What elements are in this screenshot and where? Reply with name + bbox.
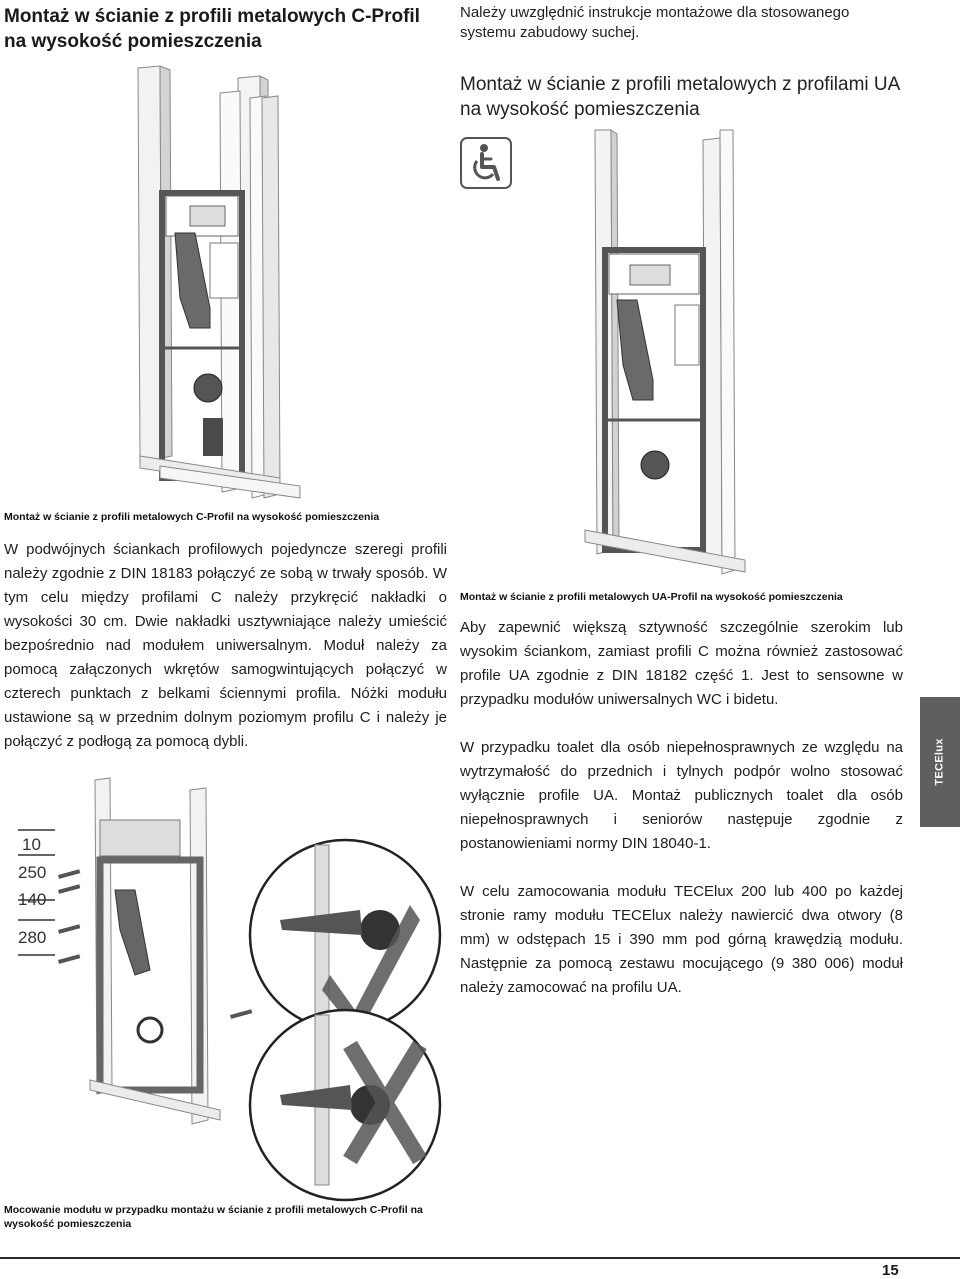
page-number: 15	[882, 1262, 899, 1279]
dimension-label-280: 280	[18, 928, 47, 947]
paragraph-stiffness: Aby zapewnić większą sztywność szczególnie szerokim lub wysokim ściankom, zamiast profili C można również zastosować profile UA zgodnie z DIN 18182 część 1. Jest to sensowne w przypadku modułów uniwersalnych WC i bidetu.	[460, 619, 903, 708]
figure-ua-profil-installation	[575, 130, 755, 580]
figure-caption-module-mounting: Mocowanie modułu w przypadku montażu w ścianie z profili metalowych C-Profil na wysokość pomieszczenia	[4, 1204, 423, 1230]
figure-module-mounting	[10, 760, 445, 1190]
section-title-ua: Montaż w ścianie z profili metalowych z profilami UA na wysokość pomieszczenia	[460, 74, 900, 120]
dimension-label-10: 10	[22, 835, 41, 854]
side-tab	[920, 697, 960, 827]
paragraph-tecelux-mounting: W celu zamocowania modułu TECElux 200 lub 400 po każdej stronie ramy modułu TECElux należy nawiercić dwa otwory (8 mm) w odstępach 15 i 390 mm pod górną krawędzią modułu. Następnie za pomocą zestawu mocującego (9 380 006) moduł należy zamocować na profilu UA.	[460, 883, 903, 996]
dimension-label-250: 250	[18, 863, 47, 882]
body-text-c-profil: W podwójnych ściankach profilowych pojedyncze szeregi profili należy zgodnie z DIN 18183 połączyć ze sobą w trwały sposób. W tym celu między profilami C należy przykręcić nakładki o wysokości 30 cm. Dwie nakładki usztywniające należy umieścić bezpośrednio nad modułem uniwersalnym. Moduł należy za pomocą załączonych wkrętów samogwintujących połączyć w czterech punktach z belkami ściennymi profila. Nóżki modułu ustawione są w przednim dolnym poziomym profilu C i należy je połączyć z podłogą za pomocą dybli.	[4, 541, 447, 750]
side-tab-label: TECElux	[934, 738, 946, 786]
wheelchair-icon	[460, 137, 512, 189]
page-title: Montaż w ścianie z profili metalowych C-Profil na wysokość pomieszczenia	[4, 6, 420, 52]
footer-rule	[0, 1257, 960, 1259]
dimension-label-140: 140	[18, 890, 47, 909]
figure-caption-ua-profil: Montaż w ścianie z profili metalowych UA-Profil na wysokość pomieszczenia	[460, 591, 843, 603]
paragraph-disabled-toilets: W przypadku toalet dla osób niepełnosprawnych ze względu na wytrzymałość do przednich i tylnych podpór wolno stosować wyłącznie profile UA. Montaż publicznych toalet dla osób niepełnosprawnych i seniorów następuje zgodnie z postanowieniami normy DIN 18040-1.	[460, 739, 903, 852]
figure-caption-c-profil: Montaż w ścianie z profili metalowych C-Profil na wysokość pomieszczenia	[4, 511, 380, 523]
header-note: Należy uwzględnić instrukcje montażowe dla stosowanego systemu zabudowy suchej.	[460, 4, 850, 41]
figure-c-profil-installation	[100, 58, 420, 498]
